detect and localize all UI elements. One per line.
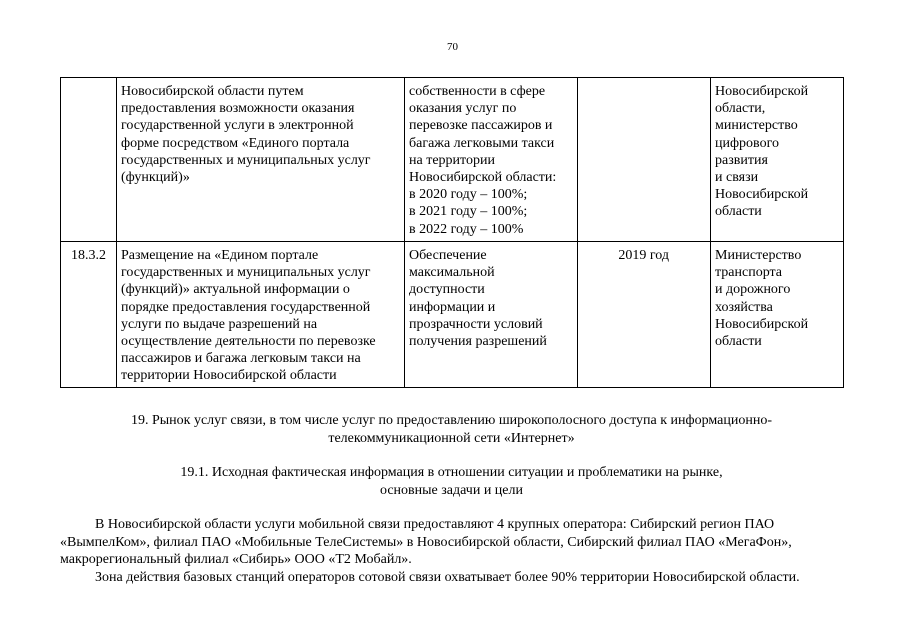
page-number: 70: [447, 41, 458, 53]
cell-result: [405, 78, 578, 242]
cell-line: развития: [715, 152, 768, 168]
cell-line: государственной услуги в электронной: [121, 118, 354, 134]
cell-number: [61, 78, 117, 242]
cell-number: 18.3.2: [61, 242, 117, 388]
cell-line: хозяйства: [715, 299, 773, 315]
cell-line: в 2022 году – 100%: [409, 221, 524, 237]
cell-line: перевозке пассажиров и: [409, 118, 553, 134]
cell-line: области: [715, 204, 762, 220]
cell-line: государственных и муниципальных услуг: [121, 152, 371, 168]
cell-line: багажа легковыми такси: [409, 135, 555, 151]
cell-line: порядке предоставления государственной: [121, 299, 371, 315]
cell-line: и связи: [715, 170, 759, 186]
paragraph-line: «ВымпелКом», филиал ПАО «Мобильные ТелеСистемы» в Новосибирской области, Сибирский филиал ПАО «МегаФон»,: [60, 534, 792, 550]
section-19-heading: [60, 412, 843, 447]
heading-line: телекоммуникационной сети «Интернет»: [328, 430, 575, 446]
cell-line: цифрового: [715, 135, 779, 151]
cell-responsible: [711, 242, 844, 388]
table-row: [61, 242, 844, 388]
paragraph-mobile-operators: [60, 516, 843, 569]
cell-line: Новосибирской области:: [409, 170, 557, 186]
cell-line: услуги по выдаче разрешений на: [121, 316, 318, 332]
cell-line: форме посредством «Единого портала: [121, 135, 350, 151]
cell-responsible: [711, 78, 844, 242]
cell-measure: [117, 78, 405, 242]
section-19-1-heading: [60, 464, 843, 499]
cell-line: государственных и муниципальных услуг: [121, 265, 371, 281]
cell-line: (функций)» актуальной информации о: [121, 282, 350, 298]
cell-line: пассажиров и багажа легковым такси на: [121, 351, 361, 367]
cell-result: [405, 242, 578, 388]
cell-line: информации и: [409, 299, 496, 315]
heading-line: 19. Рынок услуг связи, в том числе услуг по предоставлению широкополосного доступа к информационно-: [130, 413, 772, 428]
paragraph-line: В Новосибирской области услуги мобильной связи предоставляют 4 крупных оператора: Сибирский регион ПАО: [95, 517, 775, 532]
cell-line: максимальной: [409, 265, 495, 281]
cell-line: на территории: [409, 152, 495, 168]
measures-table: [60, 77, 844, 388]
cell-line: оказания услуг по: [409, 101, 517, 117]
cell-deadline: 2019 год: [578, 242, 711, 388]
cell-line: области,: [715, 101, 766, 117]
cell-line: территории Новосибирской области: [121, 368, 337, 384]
cell-line: осуществление деятельности по перевозке: [121, 334, 376, 350]
cell-line: получения разрешений: [409, 334, 547, 350]
cell-line: министерство: [715, 118, 798, 134]
heading-line: 19.1. Исходная фактическая информация в отношении ситуации и проблематики на рынке,: [180, 465, 723, 480]
table-row: [61, 78, 844, 242]
cell-deadline: [578, 78, 711, 242]
cell-line: и дорожного: [715, 282, 791, 298]
cell-line: Новосибирской: [715, 84, 809, 99]
heading-line: основные задачи и цели: [379, 482, 523, 498]
paragraph-coverage: [60, 569, 843, 587]
cell-line: прозрачности условий: [409, 316, 543, 332]
paragraph-line: макрорегиональный филиал «Сибирь» ООО «Т2 Мобайл».: [60, 552, 412, 568]
cell-line: Размещение на «Едином портале: [121, 248, 319, 263]
cell-line: доступности: [409, 282, 485, 298]
cell-line: области: [715, 334, 762, 350]
cell-line: Обеспечение: [409, 248, 487, 263]
cell-line: транспорта: [715, 265, 783, 281]
cell-line: предоставления возможности оказания: [121, 101, 355, 117]
cell-line: Новосибирской: [715, 187, 809, 203]
cell-line: (функций)»: [121, 170, 190, 186]
cell-line: собственности в сфере: [409, 84, 546, 99]
cell-measure: [117, 242, 405, 388]
paragraph-text: Зона действия базовых станций операторов сотовой связи охватывает более 90% территории Новосибирской области.: [95, 570, 800, 585]
cell-line: в 2021 году – 100%;: [409, 204, 528, 220]
cell-line: Новосибирской области путем: [121, 84, 304, 99]
cell-line: Министерство: [715, 248, 802, 263]
cell-line: Новосибирской: [715, 316, 809, 332]
cell-line: в 2020 году – 100%;: [409, 187, 528, 203]
